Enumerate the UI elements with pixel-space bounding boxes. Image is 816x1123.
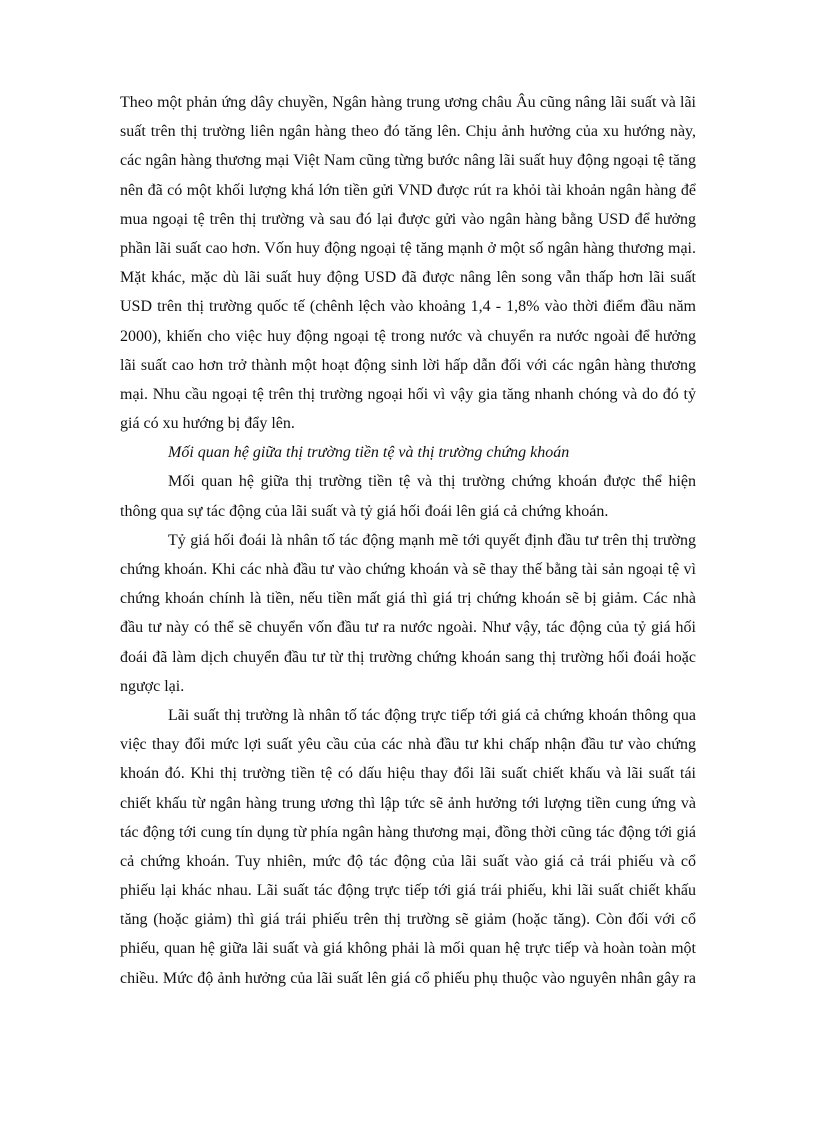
text-line: chứng khoán chính là tiền, nếu tiền mất giá thì giá trị chứng khoán sẽ bị giảm. Các nhà xyxy=(120,590,696,608)
text-line: việc thay đổi mức lợi suất yêu cầu của các nhà đầu tư khi chấp nhận đầu tư vào chứng xyxy=(120,736,696,754)
text-line: mua ngoại tệ trên thị trường và sau đó lại được gửi vào ngân hàng bằng USD để hưởng xyxy=(120,210,696,228)
text-line: Mặt khác, mặc dù lãi suất huy động USD đã được nâng lên song vẫn thấp hơn lãi suất xyxy=(120,269,696,287)
paragraph-exchange-rate-chain xyxy=(120,88,696,438)
text-line: Tỷ giá hối đoái là nhân tố tác động mạnh mẽ tới quyết định đầu tư trên thị trường xyxy=(168,531,696,549)
text-line: phiếu lại khác nhau. Lãi suất tác động trực tiếp tới giá trái phiếu, khi lãi suất chiết khấu xyxy=(120,882,696,900)
paragraph-exchange-rate xyxy=(120,526,696,701)
text-line: chứng khoán. Khi các nhà đầu tư vào chứng khoán và sẽ thay thế bằng tài sản ngoại tệ vì xyxy=(120,561,696,578)
document-page xyxy=(120,88,696,993)
text-line: phần lãi suất cao hơn. Vốn huy động ngoại tệ tăng mạnh ở một số ngân hàng thương mại. xyxy=(120,239,696,257)
text-line: các ngân hàng thương mại Việt Nam cũng từng bước nâng lãi suất huy động ngoại tệ tăng xyxy=(120,152,696,170)
text-line: tác động tới cung tín dụng từ phía ngân hàng thương mại, đồng thời cũng tác động tới giá xyxy=(120,823,696,841)
text-line: Mối quan hệ giữa thị trường tiền tệ và thị trường chứng khoán được thể hiện xyxy=(168,473,696,491)
text-line: suất trên thị trường liên ngân hàng theo đó tăng lên. Chịu ảnh hưởng của xu hướng này, xyxy=(120,123,696,141)
text-line: cả chứng khoán. Tuy nhiên, mức độ tác động của lãi suất vào giá cả trái phiếu và cổ xyxy=(120,852,696,870)
text-line: mại. Nhu cầu ngoại tệ trên thị trường ngoại hối vì vậy gia tăng nhanh chóng và do đó tỷ xyxy=(120,385,696,403)
text-line: giá có xu hướng bị đẩy lên. xyxy=(120,415,295,433)
text-line: nên đã có một khối lượng khá lớn tiền gửi VND được rút ra khỏi tài khoản ngân hàng để xyxy=(120,181,696,199)
text-line: đầu tư này có thể sẽ chuyển vốn đầu tư ra nước ngoài. Như vậy, tác động của tỷ giá hối xyxy=(120,619,696,637)
text-line: phiếu, quan hệ giữa lãi suất và giá không phải là mối quan hệ trực tiếp và hoàn toàn một xyxy=(120,940,696,958)
paragraph-interest-rate xyxy=(120,701,696,993)
text-line: USD trên thị trường quốc tế (chênh lệch vào khoảng 1,4 - 1,8% vào thời điểm đầu năm xyxy=(120,298,696,316)
text-line: Lãi suất thị trường là nhân tố tác động trực tiếp tới giá cả chứng khoán thông qua xyxy=(168,706,696,724)
text-line: chiều. Mức độ ảnh hưởng của lãi suất lên giá cổ phiếu phụ thuộc vào nguyên nhân gây ra xyxy=(120,969,696,987)
text-line: thông qua sự tác động của lãi suất và tỷ giá hối đoái lên giá cả chứng khoán. xyxy=(120,502,609,520)
text-line: khoán đó. Khi thị trường tiền tệ có dấu hiệu thay đổi lãi suất chiết khấu và lãi suất tái xyxy=(120,765,696,783)
text-line: chiết khấu từ ngân hàng trung ương thì lập tức sẽ ảnh hưởng tới lượng tiền cung ứng và xyxy=(120,794,696,812)
section-heading: Mối quan hệ giữa thị trường tiền tệ và thị trường chứng khoán xyxy=(168,444,570,462)
text-line: đoái đã làm dịch chuyển đầu tư từ thị trường chứng khoán sang thị trường hối đoái hoặc xyxy=(120,648,696,666)
text-line: 2000), khiến cho việc huy động ngoại tệ trong nước và chuyển ra nước ngoài để hưởng xyxy=(120,327,696,345)
text-line: ngược lại. xyxy=(120,677,185,695)
text-line: Theo một phản ứng dây chuyền, Ngân hàng trung ương châu Âu cũng nâng lãi suất và lãi xyxy=(120,94,696,111)
text-line: lãi suất cao hơn trở thành một hoạt động sinh lời hấp dẫn đối với các ngân hàng thương xyxy=(120,356,696,374)
paragraph-relationship xyxy=(120,467,696,525)
text-line: tăng (hoặc giảm) thì giá trái phiếu trên thị trường sẽ giảm (hoặc tăng). Còn đối với cổ xyxy=(120,911,696,929)
